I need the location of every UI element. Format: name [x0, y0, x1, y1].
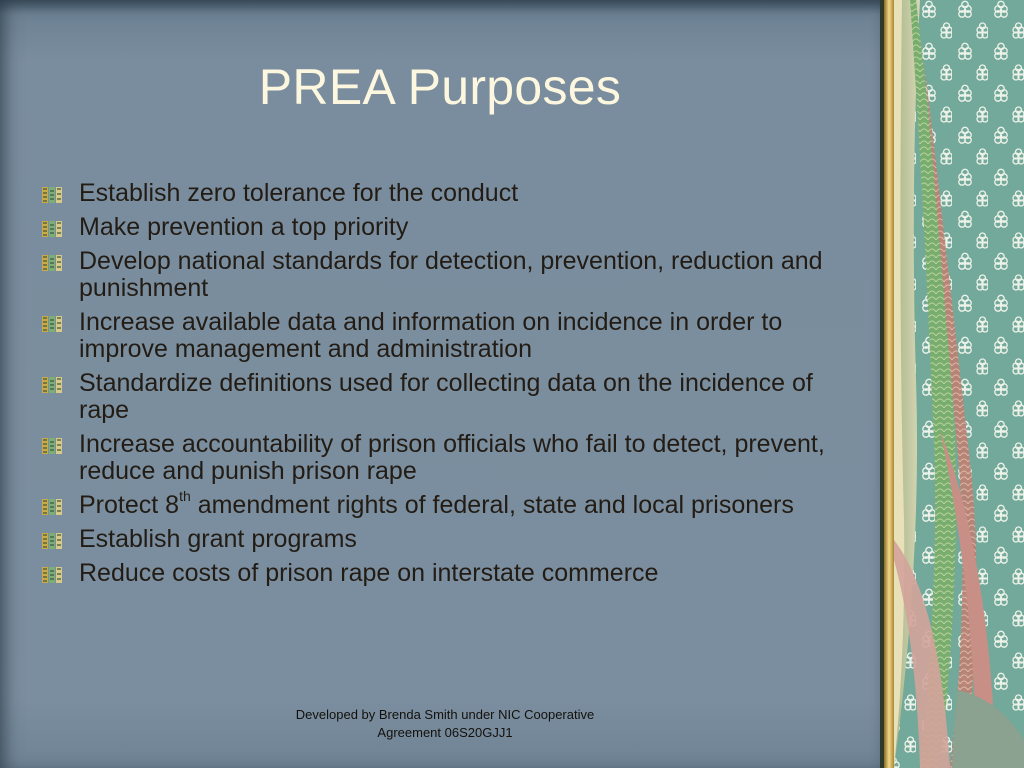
pattern-bullet-icon — [42, 220, 62, 238]
pattern-bullet-icon — [42, 566, 62, 584]
floral-ribbon-decoration — [880, 0, 1024, 768]
bullet-text-post: amendment rights of federal, state and local prisoners — [190, 491, 794, 519]
bullet-item — [40, 526, 860, 553]
bullet-text: Increase accountability of prison officials who fail to detect, prevent, reduce and punish prison rape — [79, 430, 825, 485]
bullet-item — [40, 248, 860, 302]
pattern-bullet-icon — [42, 376, 62, 394]
pattern-bullet-icon — [42, 315, 62, 333]
bullet-item — [40, 214, 860, 241]
pattern-bullet-icon — [42, 186, 62, 204]
bullet-list — [40, 180, 860, 594]
slide-title: PREA Purposes — [258, 59, 622, 115]
bullet-text: Standardize definitions used for collecting data on the incidence of rape — [79, 369, 813, 424]
bullet-text: Develop national standards for detection, prevention, reduction and punishment — [79, 247, 823, 302]
bullet-item — [40, 560, 860, 587]
bullet-item — [40, 431, 860, 485]
bullet-text: Reduce costs of prison rape on interstate commerce — [79, 559, 659, 587]
bullet-text: Make prevention a top priority — [79, 213, 409, 241]
pattern-bullet-icon — [42, 254, 62, 272]
ordinal-suffix: th — [179, 487, 191, 504]
bullet-item — [40, 180, 860, 207]
bullet-item — [40, 487, 860, 519]
bullet-text: Establish grant programs — [79, 525, 357, 553]
bullet-text: Establish zero tolerance for the conduct — [79, 179, 519, 207]
slide-footer: Developed by Brenda Smith under NIC Cooperative Agreement 06S20GJJ1 — [295, 707, 595, 740]
pattern-bullet-icon — [42, 437, 62, 455]
pattern-bullet-icon — [42, 498, 62, 516]
bullet-text-pre: Protect 8 — [79, 491, 180, 519]
bullet-item — [40, 309, 860, 363]
pattern-bullet-icon — [42, 532, 62, 550]
bullet-text: Increase available data and information on incidence in order to improve management and administration — [79, 308, 783, 363]
bullet-item — [40, 370, 860, 424]
